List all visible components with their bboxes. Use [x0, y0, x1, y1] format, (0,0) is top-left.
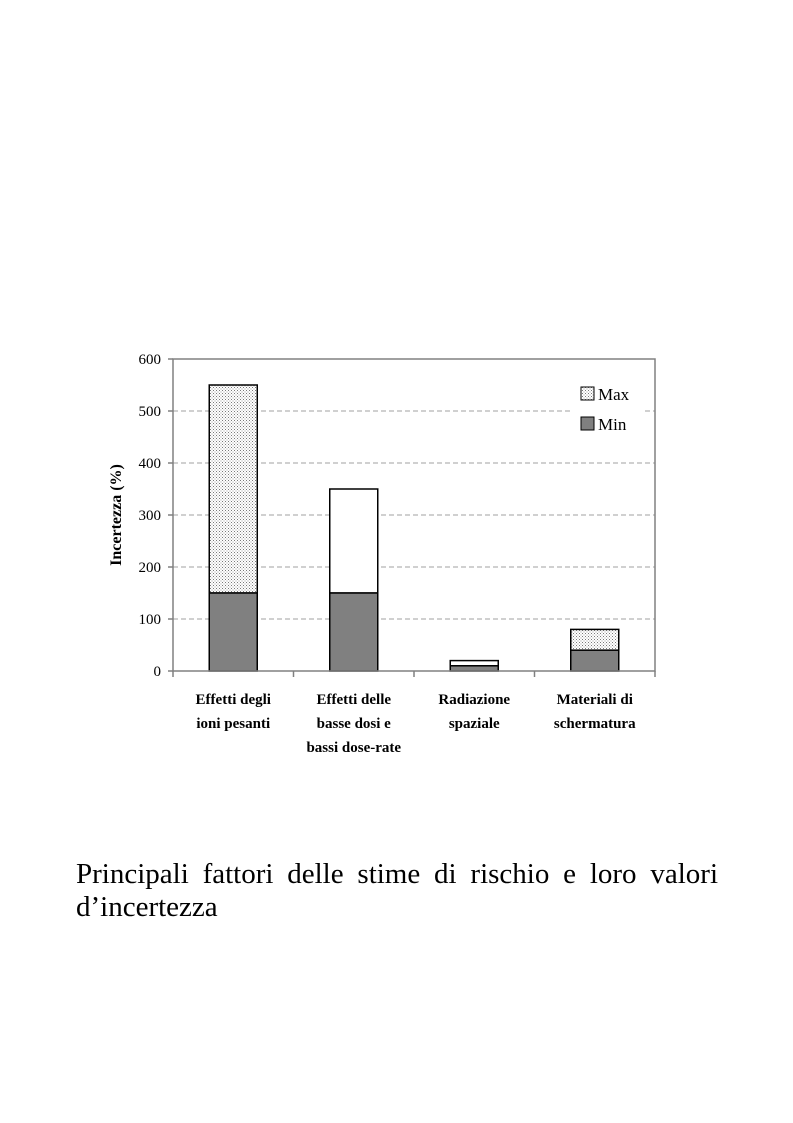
legend-label-max: Max — [598, 385, 630, 404]
y-axis-title: Incertezza (%) — [108, 464, 125, 566]
bar-min — [450, 666, 498, 671]
bar-min — [330, 593, 378, 671]
x-category-label: schermatura — [553, 716, 636, 732]
bar-max — [450, 661, 498, 666]
y-tick-label: 300 — [138, 508, 161, 524]
x-category-label: spaziale — [448, 716, 500, 732]
bar-min — [571, 650, 619, 671]
y-tick-label: 200 — [138, 560, 161, 576]
legend-label-min: Min — [598, 415, 627, 434]
legend-swatch-min — [581, 417, 594, 430]
legend-swatch-max — [581, 387, 594, 400]
bars — [209, 385, 619, 671]
y-tick-label: 600 — [138, 352, 161, 368]
x-category-label: bassi dose-rate — [306, 740, 402, 756]
y-tick-label: 400 — [138, 456, 161, 472]
bar-min — [209, 593, 257, 671]
figure-caption: Principali fattori delle stime di rischio e loro valori d’incertezza — [76, 858, 718, 923]
legend — [570, 377, 642, 441]
bar-max — [571, 629, 619, 650]
y-tick-label: 500 — [138, 404, 161, 420]
x-category-label: Effetti delle — [316, 692, 392, 708]
y-tick-label: 0 — [153, 664, 161, 680]
bar-max — [209, 385, 257, 593]
x-category-label: Effetti degli — [195, 692, 271, 708]
x-category-label: basse dosi e — [316, 716, 391, 732]
x-category-label: ioni pesanti — [196, 716, 271, 732]
x-category-label: Materiali di — [556, 692, 633, 708]
x-category-label: Radiazione — [438, 692, 511, 708]
y-tick-label: 100 — [138, 612, 161, 628]
bar-max — [330, 489, 378, 593]
